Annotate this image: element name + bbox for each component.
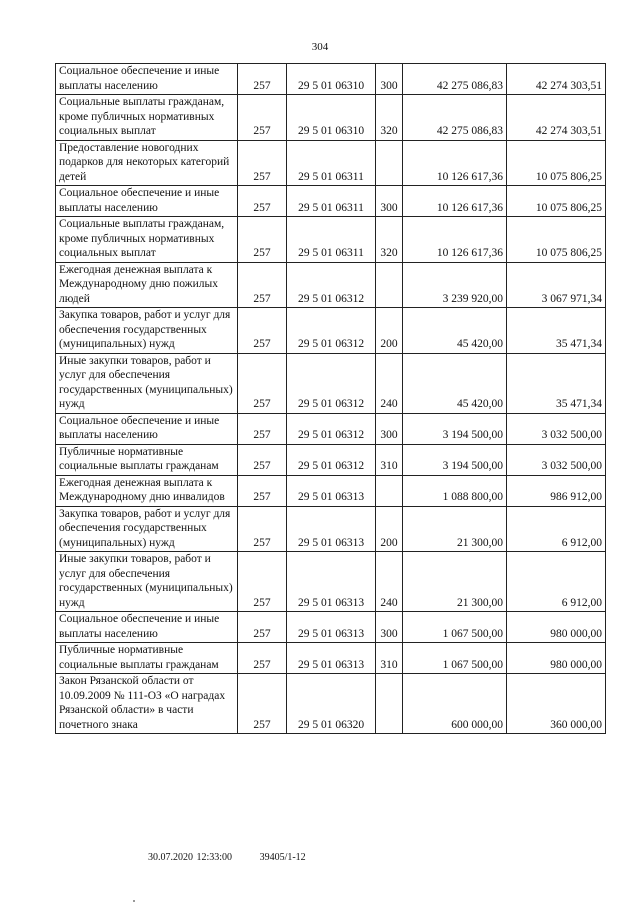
row-vr-cell: 300	[376, 186, 403, 217]
row-name-cell: Социальное обеспечение и иные выплаты населению	[56, 612, 238, 643]
row-executed-cell: 10 075 806,25	[507, 140, 606, 186]
row-code-cell: 257	[238, 413, 287, 444]
row-code-cell: 257	[238, 95, 287, 141]
row-planned-cell: 42 275 086,83	[403, 95, 507, 141]
row-executed-cell: 35 471,34	[507, 353, 606, 413]
row-csr-cell: 29 5 01 06310	[287, 95, 376, 141]
row-executed-cell: 980 000,00	[507, 612, 606, 643]
row-name-cell: Социальное обеспечение и иные выплаты населению	[56, 64, 238, 95]
page-number: 304	[311, 41, 329, 53]
row-vr-cell: 300	[376, 64, 403, 95]
row-planned-cell: 1 067 500,00	[403, 612, 507, 643]
row-executed-cell: 3 032 500,00	[507, 444, 606, 475]
row-planned-cell: 21 300,00	[403, 506, 507, 552]
row-name-cell: Ежегодная денежная выплата к Международному дню пожилых людей	[56, 262, 238, 308]
row-vr-cell	[376, 140, 403, 186]
row-csr-cell: 29 5 01 06312	[287, 444, 376, 475]
row-executed-cell: 986 912,00	[507, 475, 606, 506]
row-vr-cell: 240	[376, 552, 403, 612]
row-csr-cell: 29 5 01 06311	[287, 140, 376, 186]
row-executed-cell: 3 067 971,34	[507, 262, 606, 308]
table-row	[56, 95, 606, 141]
row-code-cell: 257	[238, 674, 287, 734]
row-code-cell: 257	[238, 217, 287, 263]
row-csr-cell: 29 5 01 06313	[287, 643, 376, 674]
row-csr-cell: 29 5 01 06313	[287, 506, 376, 552]
row-code-cell: 257	[238, 308, 287, 354]
table-row	[56, 552, 606, 612]
row-csr-cell: 29 5 01 06310	[287, 64, 376, 95]
table-row	[56, 674, 606, 734]
row-vr-cell	[376, 674, 403, 734]
row-planned-cell: 45 420,00	[403, 308, 507, 354]
row-planned-cell: 3 239 920,00	[403, 262, 507, 308]
table-row	[56, 64, 606, 95]
row-code-cell: 257	[238, 262, 287, 308]
table-row	[56, 643, 606, 674]
row-csr-cell: 29 5 01 06312	[287, 413, 376, 444]
row-name-cell: Социальные выплаты гражданам, кроме публичных нормативных социальных выплат	[56, 95, 238, 141]
row-name-cell: Иные закупки товаров, работ и услуг для обеспечения государственных (муниципальных) нужд	[56, 552, 238, 612]
row-code-cell: 257	[238, 444, 287, 475]
row-vr-cell	[376, 475, 403, 506]
row-name-cell: Публичные нормативные социальные выплаты гражданам	[56, 444, 238, 475]
row-code-cell: 257	[238, 612, 287, 643]
row-executed-cell: 42 274 303,51	[507, 95, 606, 141]
row-executed-cell: 10 075 806,25	[507, 186, 606, 217]
row-name-cell: Иные закупки товаров, работ и услуг для обеспечения государственных (муниципальных) нужд	[56, 353, 238, 413]
row-executed-cell: 360 000,00	[507, 674, 606, 734]
row-planned-cell: 10 126 617,36	[403, 186, 507, 217]
row-executed-cell: 6 912,00	[507, 552, 606, 612]
row-code-cell: 257	[238, 475, 287, 506]
row-code-cell: 257	[238, 506, 287, 552]
row-name-cell: Закупка товаров, работ и услуг для обеспечения государственных (муниципальных) нужд	[56, 308, 238, 354]
row-planned-cell: 1 067 500,00	[403, 643, 507, 674]
row-vr-cell: 300	[376, 413, 403, 444]
row-planned-cell: 42 275 086,83	[403, 64, 507, 95]
row-vr-cell: 320	[376, 95, 403, 141]
row-name-cell: Социальное обеспечение и иные выплаты населению	[56, 413, 238, 444]
table-row	[56, 140, 606, 186]
row-code-cell: 257	[238, 186, 287, 217]
row-planned-cell: 21 300,00	[403, 552, 507, 612]
row-planned-cell: 3 194 500,00	[403, 444, 507, 475]
row-planned-cell: 45 420,00	[403, 353, 507, 413]
row-vr-cell: 240	[376, 353, 403, 413]
footer-document-id: 39405/1-12	[259, 852, 306, 863]
row-executed-cell: 10 075 806,25	[507, 217, 606, 263]
row-planned-cell: 1 088 800,00	[403, 475, 507, 506]
row-csr-cell: 29 5 01 06320	[287, 674, 376, 734]
row-planned-cell: 3 194 500,00	[403, 413, 507, 444]
row-planned-cell: 10 126 617,36	[403, 217, 507, 263]
row-planned-cell: 10 126 617,36	[403, 140, 507, 186]
row-vr-cell: 200	[376, 506, 403, 552]
row-code-cell: 257	[238, 552, 287, 612]
row-executed-cell: 980 000,00	[507, 643, 606, 674]
row-vr-cell: 310	[376, 444, 403, 475]
table-row	[56, 186, 606, 217]
row-code-cell: 257	[238, 353, 287, 413]
budget-table-body	[56, 64, 606, 734]
row-csr-cell: 29 5 01 06313	[287, 612, 376, 643]
row-name-cell: Ежегодная денежная выплата к Международному дню инвалидов	[56, 475, 238, 506]
table-row	[56, 475, 606, 506]
row-csr-cell: 29 5 01 06311	[287, 217, 376, 263]
table-row	[56, 217, 606, 263]
footer-timestamp: 30.07.2020 12:33:00	[148, 852, 233, 863]
table-row	[56, 413, 606, 444]
row-executed-cell: 6 912,00	[507, 506, 606, 552]
row-csr-cell: 29 5 01 06312	[287, 353, 376, 413]
row-csr-cell: 29 5 01 06313	[287, 475, 376, 506]
scan-speck	[133, 900, 135, 902]
row-code-cell: 257	[238, 64, 287, 95]
row-name-cell: Публичные нормативные социальные выплаты гражданам	[56, 643, 238, 674]
row-planned-cell: 600 000,00	[403, 674, 507, 734]
table-row	[56, 612, 606, 643]
row-name-cell: Социальное обеспечение и иные выплаты населению	[56, 186, 238, 217]
row-vr-cell: 320	[376, 217, 403, 263]
row-executed-cell: 3 032 500,00	[507, 413, 606, 444]
table-row	[56, 444, 606, 475]
row-csr-cell: 29 5 01 06312	[287, 262, 376, 308]
row-csr-cell: 29 5 01 06312	[287, 308, 376, 354]
table-row	[56, 262, 606, 308]
row-code-cell: 257	[238, 140, 287, 186]
row-name-cell: Социальные выплаты гражданам, кроме публичных нормативных социальных выплат	[56, 217, 238, 263]
row-name-cell: Предоставление новогодних подарков для некоторых категорий детей	[56, 140, 238, 186]
row-code-cell: 257	[238, 643, 287, 674]
table-row	[56, 353, 606, 413]
row-executed-cell: 35 471,34	[507, 308, 606, 354]
row-name-cell: Закон Рязанской области от 10.09.2009 № 111-ОЗ «О наградах Рязанской области» в части почетного знака	[56, 674, 238, 734]
document-footer	[148, 852, 330, 863]
row-vr-cell: 300	[376, 612, 403, 643]
row-name-cell: Закупка товаров, работ и услуг для обеспечения государственных (муниципальных) нужд	[56, 506, 238, 552]
row-executed-cell: 42 274 303,51	[507, 64, 606, 95]
row-csr-cell: 29 5 01 06313	[287, 552, 376, 612]
budget-table	[55, 63, 606, 734]
row-csr-cell: 29 5 01 06311	[287, 186, 376, 217]
row-vr-cell: 200	[376, 308, 403, 354]
row-vr-cell	[376, 262, 403, 308]
table-row	[56, 506, 606, 552]
row-vr-cell: 310	[376, 643, 403, 674]
table-row	[56, 308, 606, 354]
